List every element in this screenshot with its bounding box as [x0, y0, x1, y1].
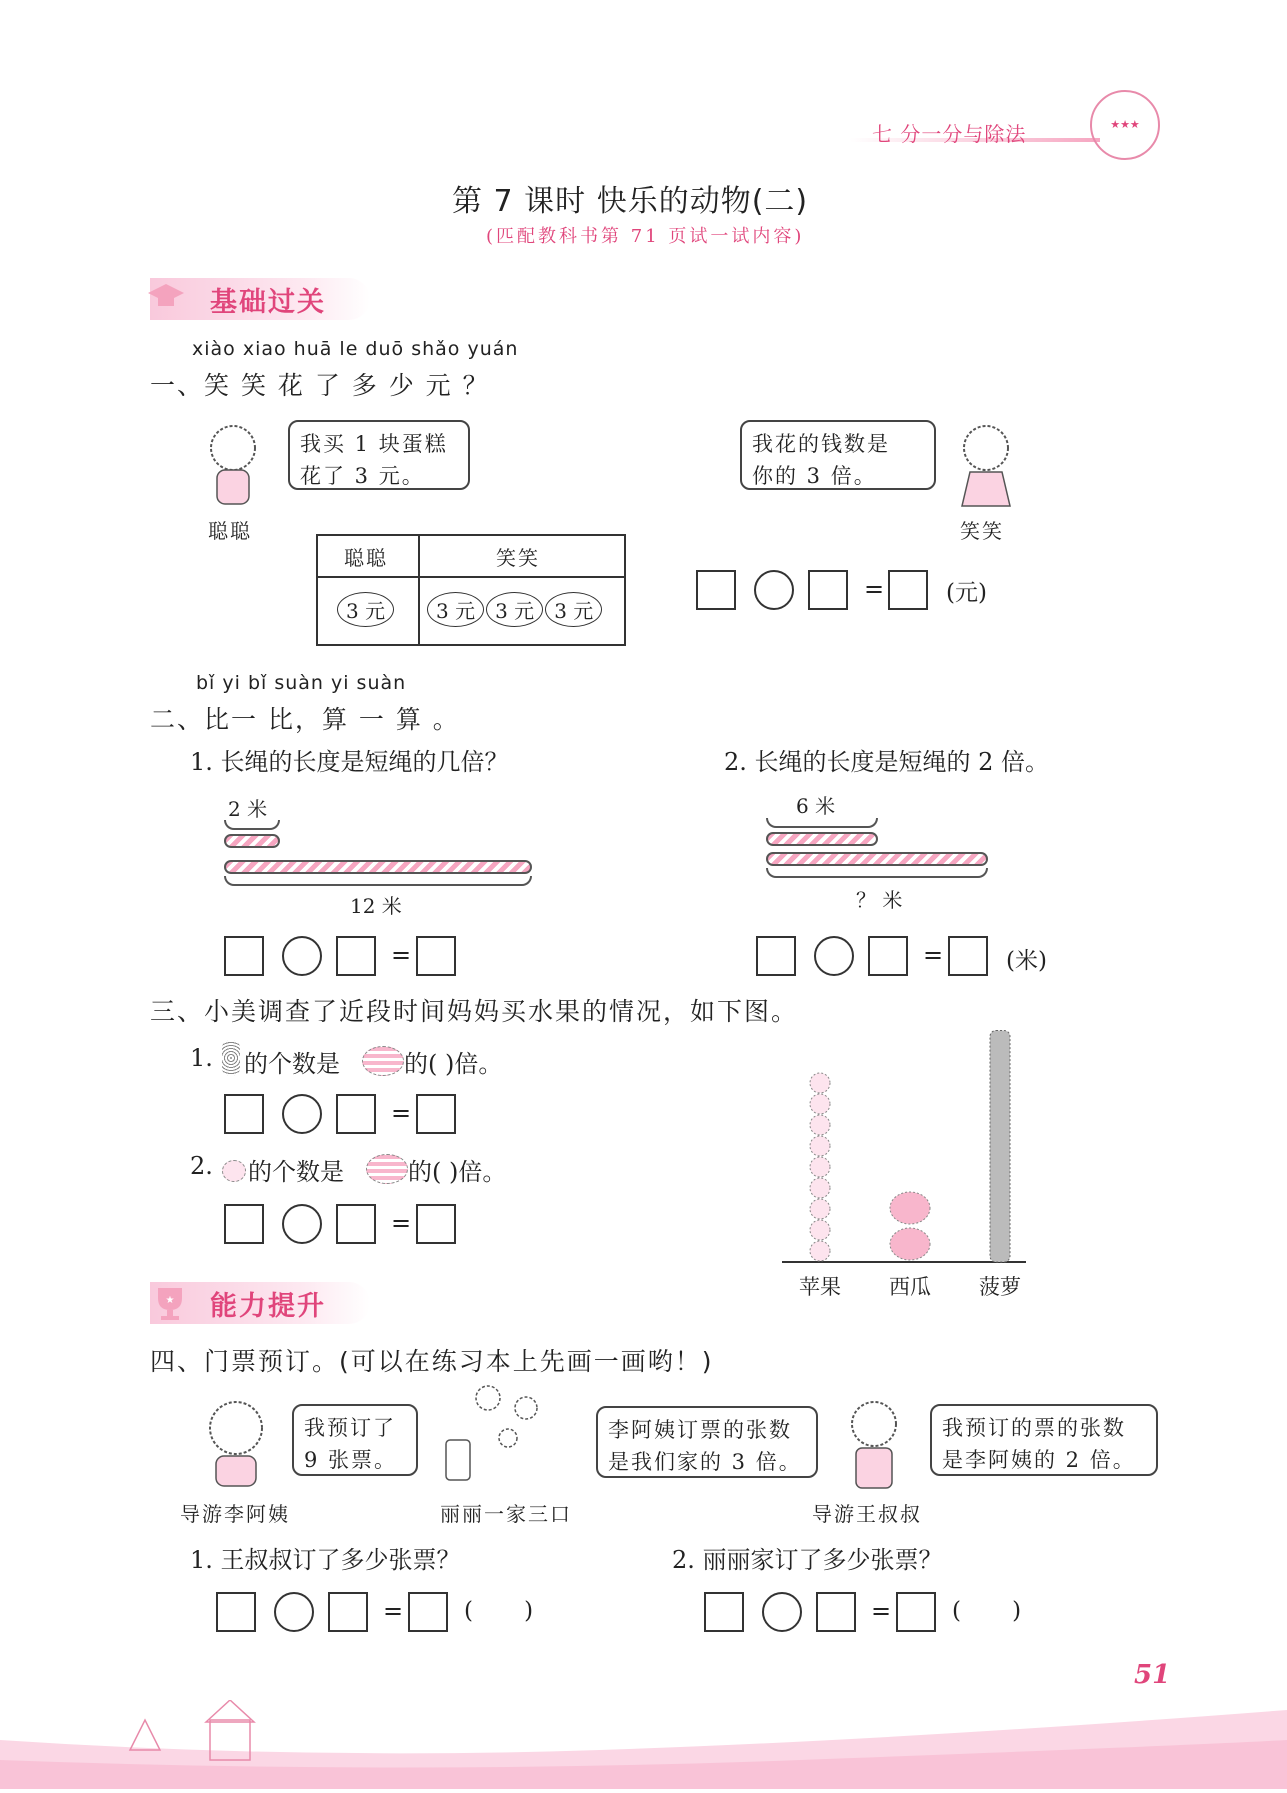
- q4-p1-box-2[interactable]: [328, 1592, 368, 1632]
- watermelon-icon: [366, 1154, 408, 1184]
- q1-answer-result[interactable]: [888, 570, 928, 610]
- q1-pinyin: xiào xiao huā le duō shǎo yuán: [192, 338, 519, 360]
- short-rope: [766, 832, 878, 846]
- category-label: 西瓜: [889, 1275, 931, 1299]
- apple-mark: [810, 1241, 830, 1261]
- q2-p2-unit: (米): [1006, 948, 1047, 974]
- coin-3yuan: 3 元: [337, 592, 394, 627]
- bar-苹果: [810, 1073, 830, 1261]
- q2-p2-text: 2. 长绳的长度是短绳的 2 倍。: [724, 748, 1050, 776]
- q1-operator-circle[interactable]: [754, 570, 794, 610]
- q4-p2-result[interactable]: [896, 1592, 936, 1632]
- q4-p2-box-1[interactable]: [704, 1592, 744, 1632]
- name-congcong: 聪聪: [208, 519, 252, 543]
- q2-p2-box-2[interactable]: [868, 936, 908, 976]
- q3-p2-operator-circle[interactable]: [282, 1204, 322, 1244]
- tour-guide-li-illustration: [196, 1392, 276, 1496]
- category-label: 菠萝: [979, 1275, 1021, 1299]
- coin-3yuan: 3 元: [545, 592, 602, 627]
- fruit-pictograph-chart: [770, 1010, 1040, 1300]
- q3-p1-box-1[interactable]: [224, 1094, 264, 1134]
- q2-p2-short-brace: [766, 818, 878, 828]
- table-divider-h: [318, 576, 624, 578]
- q2-title: 二、比一 比，算 一 算 。: [150, 705, 460, 734]
- apple-mark: [810, 1073, 830, 1093]
- q1-unit: (元): [946, 580, 987, 606]
- q2-p2-long-brace: [766, 868, 988, 878]
- q1-bubble-left: 我买 1 块蛋糕 花了 3 元。: [288, 420, 470, 490]
- q4-p1-operator-circle[interactable]: [274, 1592, 314, 1632]
- equals-sign: =: [871, 1597, 892, 1625]
- unit-label: 七 分一分与除法: [872, 122, 1027, 146]
- equals-sign: =: [923, 941, 944, 969]
- q2-p1-box-2[interactable]: [336, 936, 376, 976]
- q3-p2-result[interactable]: [416, 1204, 456, 1244]
- q2-p1-long-label: 12 米: [350, 894, 402, 918]
- watermelon-mark: [890, 1192, 930, 1224]
- name-xiaoxiao: 笑笑: [960, 519, 1004, 543]
- q4-bubble-li: 我预订了 9 张票。: [292, 1404, 418, 1476]
- page-title: 第 7 课时 快乐的动物(二): [452, 184, 809, 219]
- q3-p1-mid: 的个数是: [244, 1050, 340, 1078]
- q2-p1-operator-circle[interactable]: [282, 936, 322, 976]
- q3-p2-num: 2.: [190, 1152, 213, 1180]
- section-title-advanced: 能力提升: [210, 1291, 326, 1322]
- q3-p1-end: 的( )倍。: [404, 1050, 503, 1078]
- equals-sign: =: [383, 1597, 404, 1625]
- category-label: 苹果: [799, 1275, 841, 1299]
- long-rope: [224, 860, 532, 874]
- q3-title: 三、小美调查了近段时间妈妈买水果的情况，如下图。: [150, 997, 799, 1026]
- q4-p1-box-1[interactable]: [216, 1592, 256, 1632]
- table-coins-left: [336, 592, 395, 627]
- name-guide-li: 导游李阿姨: [180, 1502, 290, 1526]
- q2-p1-result[interactable]: [416, 936, 456, 976]
- pineapple-icon: [222, 1040, 240, 1076]
- q4-p2-text: 2. 丽丽家订了多少张票？: [672, 1546, 943, 1574]
- equals-sign: =: [391, 1209, 412, 1237]
- q3-p1-num: 1.: [190, 1044, 213, 1072]
- equals-sign: =: [864, 575, 885, 603]
- watermelon-mark: [890, 1228, 930, 1260]
- q2-p1-long-brace: [224, 876, 532, 886]
- q2-p2-box-1[interactable]: [756, 936, 796, 976]
- table-divider-v: [418, 536, 420, 644]
- q4-p1-text: 1. 王叔叔订了多少张票？: [190, 1546, 461, 1574]
- q4-p2-box-2[interactable]: [816, 1592, 856, 1632]
- q2-p2-long-label: ？ 米: [856, 888, 903, 912]
- q4-p1-result[interactable]: [408, 1592, 448, 1632]
- q2-p2-short-label: 6 米: [796, 794, 836, 818]
- q2-pinyin: bǐ yi bǐ suàn yi suàn: [196, 672, 407, 694]
- coin-3yuan: 3 元: [486, 592, 543, 627]
- section-title-basic: 基础过关: [210, 287, 326, 318]
- table-header-xiaoxiao: 笑笑: [496, 546, 540, 570]
- tour-guide-wang-illustration: [836, 1394, 916, 1498]
- q1-answer-box-2[interactable]: [808, 570, 848, 610]
- q4-p2-operator-circle[interactable]: [762, 1592, 802, 1632]
- apple-mark: [810, 1178, 830, 1198]
- apple-icon: [222, 1160, 246, 1182]
- girl-illustration: [948, 416, 1028, 515]
- q4-bubble-wang: 我预订的票的张数 是李阿姨的 2 倍。: [930, 1404, 1158, 1476]
- apple-mark: [810, 1157, 830, 1177]
- name-guide-wang: 导游王叔叔: [812, 1502, 922, 1526]
- family-illustration: [440, 1380, 570, 1494]
- equals-sign: =: [391, 1099, 412, 1127]
- equals-sign: =: [391, 941, 412, 969]
- footer-decoration: [0, 1700, 1287, 1789]
- pineapple-mark: [990, 1030, 1010, 1262]
- graduation-cap-icon: [146, 282, 186, 312]
- watermelon-icon: [362, 1046, 404, 1076]
- svg-text:★: ★: [165, 1295, 175, 1306]
- q1-title: 一、笑 笑 花 了 多 少 元 ？: [150, 371, 490, 400]
- q2-p2-result[interactable]: [948, 936, 988, 976]
- short-rope: [224, 834, 280, 848]
- table-header-congcong: 聪聪: [344, 546, 388, 570]
- q4-bubble-family: 李阿姨订票的张数 是我们家的 3 倍。: [596, 1406, 818, 1478]
- name-lili-family: 丽丽一家三口: [440, 1502, 572, 1526]
- logo-badge: ★★★: [1090, 90, 1160, 160]
- q3-p2-box-1[interactable]: [224, 1204, 264, 1244]
- q3-p2-box-2[interactable]: [336, 1204, 376, 1244]
- money-table: [316, 534, 626, 646]
- long-rope: [766, 852, 988, 866]
- table-coins-right: [426, 592, 603, 627]
- q2-p1-short-label: 2 米: [228, 797, 268, 821]
- q2-p1-short-brace: [224, 820, 280, 830]
- page-subtitle: (匹配教科书第 71 页试一试内容): [486, 226, 805, 247]
- q3-p2-mid: 的个数是: [248, 1158, 344, 1186]
- apple-mark: [810, 1115, 830, 1135]
- q2-p1-text: 1. 长绳的长度是短绳的几倍？: [190, 748, 509, 776]
- q4-p2-unit-paren: ( ): [952, 1598, 1022, 1624]
- q3-p1-operator-circle[interactable]: [282, 1094, 322, 1134]
- q4-title: 四、门票预订。(可以在练习本上先画一画哟！): [150, 1347, 714, 1376]
- bar-菠萝: [990, 1030, 1010, 1262]
- apple-mark: [810, 1136, 830, 1156]
- apple-mark: [810, 1199, 830, 1219]
- q3-p1-box-2[interactable]: [336, 1094, 376, 1134]
- bar-西瓜: [890, 1192, 930, 1260]
- apple-mark: [810, 1220, 830, 1240]
- q1-answer-box-1[interactable]: [696, 570, 736, 610]
- boy-illustration: [195, 418, 275, 512]
- q3-p2-end: 的( )倍。: [408, 1158, 507, 1186]
- q2-p1-box-1[interactable]: [224, 936, 264, 976]
- q2-p2-operator-circle[interactable]: [814, 936, 854, 976]
- apple-mark: [810, 1094, 830, 1114]
- trophy-icon: [152, 1284, 188, 1322]
- coin-3yuan: 3 元: [427, 592, 484, 627]
- q3-p1-result[interactable]: [416, 1094, 456, 1134]
- q1-bubble-right: 我花的钱数是 你的 3 倍。: [740, 420, 936, 490]
- page-number: 51: [1134, 1660, 1171, 1690]
- q4-p1-unit-paren: ( ): [464, 1598, 534, 1624]
